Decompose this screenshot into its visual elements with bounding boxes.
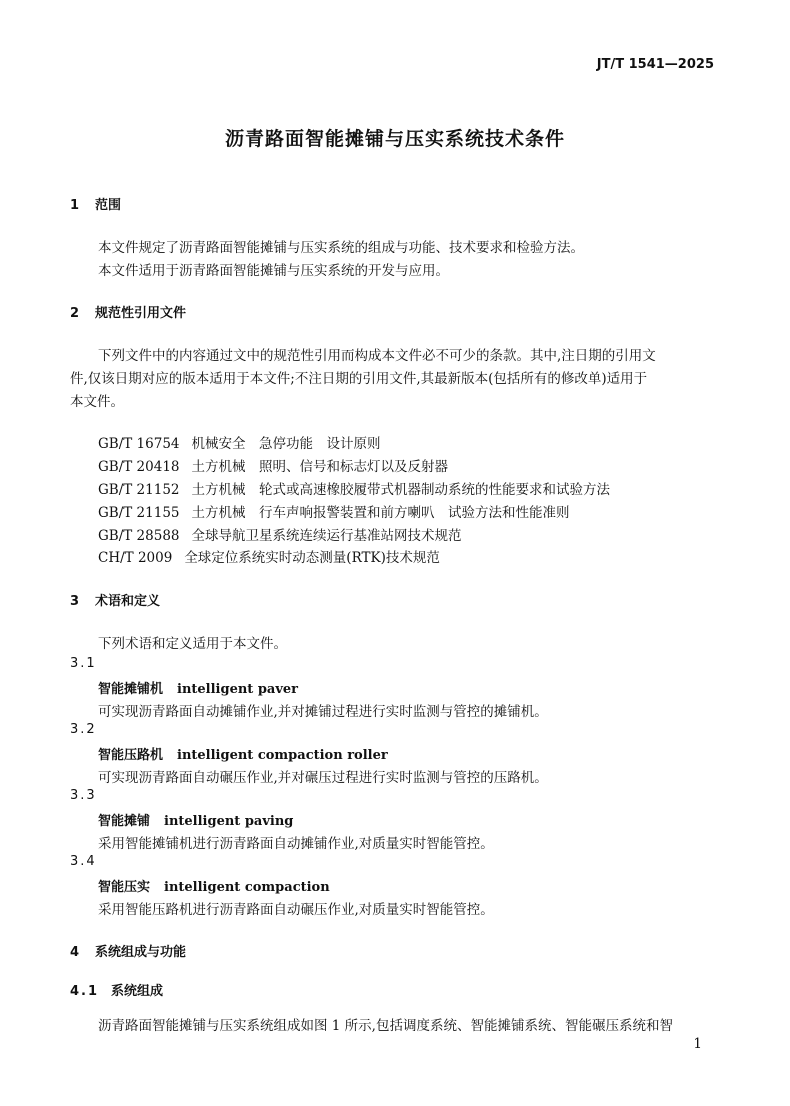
section-2-heading bbox=[70, 302, 186, 321]
term-cn: 智能摊铺机 bbox=[98, 682, 164, 697]
term-en: intelligent compaction roller bbox=[177, 748, 388, 763]
section-2-intro-line-2: 件,仅该日期对应的版本适用于本文件;不注日期的引用文件,其最新版本(包括所有的修改单)适用于 bbox=[70, 371, 648, 387]
reference-title: 全球定位系统实时动态测量(RTK)技术规范 bbox=[184, 550, 440, 566]
reference-title: 土方机械 行车声响报警装置和前方喇叭 试验方法和性能准则 bbox=[191, 505, 570, 521]
section-3-intro: 下列术语和定义适用于本文件。 bbox=[98, 636, 287, 652]
section-2-title: 规范性引用文件 bbox=[95, 306, 187, 321]
reference-item bbox=[98, 546, 440, 566]
section-3-number: 3 bbox=[70, 594, 80, 609]
term-heading bbox=[98, 744, 388, 763]
section-3-heading bbox=[70, 590, 160, 609]
document-number: JT/T 1541—2025 bbox=[596, 57, 714, 72]
reference-code: GB/T 21155 bbox=[98, 505, 180, 521]
section-2-intro-line-3: 本文件。 bbox=[70, 394, 124, 410]
reference-title: 全球导航卫星系统连续运行基准站网技术规范 bbox=[191, 528, 462, 544]
section-1-paragraph-2: 本文件适用于沥青路面智能摊铺与压实系统的开发与应用。 bbox=[98, 263, 449, 279]
section-2-intro-line-1: 下列文件中的内容通过文中的规范性引用而构成本文件必不可少的条款。其中,注日期的引用文 bbox=[98, 348, 656, 364]
reference-item bbox=[98, 455, 448, 475]
section-4-heading bbox=[70, 941, 186, 960]
section-4-title: 系统组成与功能 bbox=[95, 945, 187, 960]
section-3-title: 术语和定义 bbox=[95, 594, 161, 609]
term-number: 3.3 bbox=[70, 788, 97, 803]
section-1-paragraph-1: 本文件规定了沥青路面智能摊铺与压实系统的组成与功能、技术要求和检验方法。 bbox=[98, 240, 584, 256]
term-en: intelligent compaction bbox=[164, 880, 330, 895]
term-heading bbox=[98, 810, 293, 829]
reference-item bbox=[98, 524, 462, 544]
document-title: 沥青路面智能摊铺与压实系统技术条件 bbox=[224, 128, 565, 150]
term-cn: 智能压实 bbox=[98, 880, 151, 895]
term-en: intelligent paver bbox=[177, 682, 299, 697]
reference-title: 土方机械 轮式或高速橡胶履带式机器制动系统的性能要求和试验方法 bbox=[191, 482, 610, 498]
section-2-number: 2 bbox=[70, 306, 80, 321]
reference-item bbox=[98, 432, 381, 452]
term-definition: 可实现沥青路面自动碾压作业,并对碾压过程进行实时监测与管控的压路机。 bbox=[98, 770, 548, 786]
reference-code: GB/T 20418 bbox=[98, 459, 180, 475]
reference-code: CH/T 2009 bbox=[98, 550, 173, 566]
term-en: intelligent paving bbox=[164, 814, 294, 829]
subsection-4-1-heading bbox=[70, 980, 163, 999]
term-cn: 智能压路机 bbox=[98, 748, 164, 763]
section-4-number: 4 bbox=[70, 945, 80, 960]
section-1-title: 范围 bbox=[95, 198, 122, 213]
reference-code: GB/T 21152 bbox=[98, 482, 180, 498]
page-number: 1 bbox=[693, 1036, 702, 1052]
reference-code: GB/T 28588 bbox=[98, 528, 180, 544]
reference-title: 土方机械 照明、信号和标志灯以及反射器 bbox=[191, 459, 448, 475]
subsection-4-1-text: 沥青路面智能摊铺与压实系统组成如图 1 所示,包括调度系统、智能摊铺系统、智能碾压系统和智 bbox=[98, 1018, 673, 1034]
section-1-number: 1 bbox=[70, 198, 80, 213]
reference-item bbox=[98, 478, 610, 498]
term-number: 3.1 bbox=[70, 656, 97, 671]
term-definition: 采用智能摊铺机进行沥青路面自动摊铺作业,对质量实时智能管控。 bbox=[98, 836, 494, 852]
term-cn: 智能摊铺 bbox=[98, 814, 151, 829]
term-heading bbox=[98, 678, 298, 697]
reference-item bbox=[98, 501, 570, 521]
subsection-4-1-title: 系统组成 bbox=[111, 984, 164, 999]
term-number: 3.4 bbox=[70, 854, 97, 869]
reference-title: 机械安全 急停功能 设计原则 bbox=[191, 436, 381, 452]
term-definition: 采用智能压路机进行沥青路面自动碾压作业,对质量实时智能管控。 bbox=[98, 902, 494, 918]
section-1-heading bbox=[70, 194, 121, 213]
reference-code: GB/T 16754 bbox=[98, 436, 180, 452]
term-definition: 可实现沥青路面自动摊铺作业,并对摊铺过程进行实时监测与管控的摊铺机。 bbox=[98, 704, 548, 720]
subsection-4-1-number: 4.1 bbox=[70, 984, 100, 999]
term-number: 3.2 bbox=[70, 722, 97, 737]
term-heading bbox=[98, 876, 330, 895]
